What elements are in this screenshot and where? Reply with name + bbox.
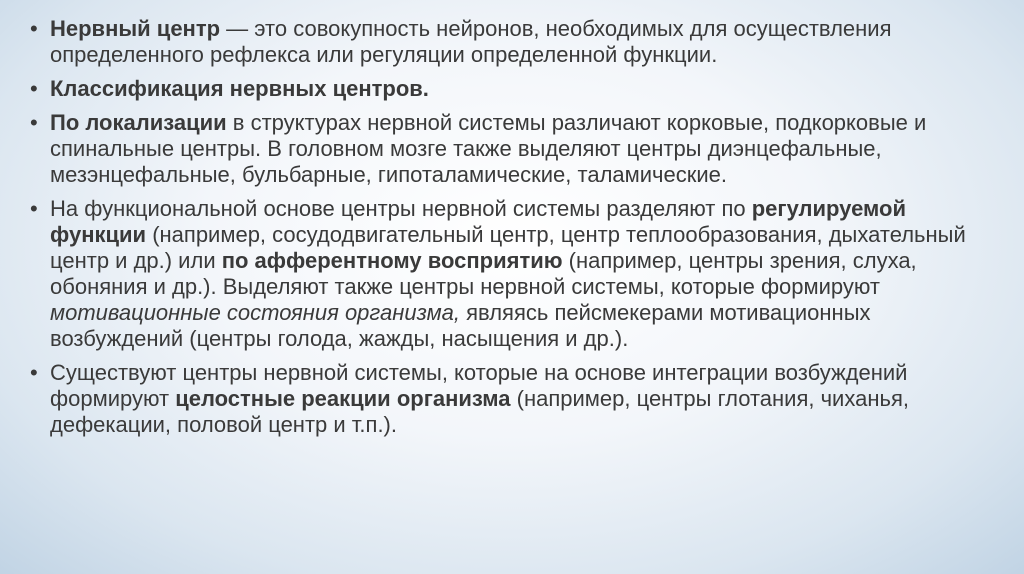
classification-heading: Классификация нервных центров. [50,76,429,101]
term-motivational-states: мотивационные состояния организма, [50,300,460,325]
bullet-item-integral-reactions [30,360,994,438]
term-localization: По локализации [50,110,227,135]
bullet-icon: • [30,16,38,41]
bullet-icon: • [30,110,38,135]
bullet-item-functional-basis [30,196,994,352]
bullet-item-classification [30,76,994,102]
functional-text-1: На функциональной основе центры нервной системы разделяют по [50,196,752,221]
functional-text-3: (например, центры зрения, слуха, обоняния и др.). Выделяют также центры нервной системы, которые формируют [50,248,917,299]
term-afferent-perception: по афферентному восприятию [221,248,563,273]
integral-text-1: Существуют центры нервной системы, которые на основе интеграции возбуждений формируют [50,360,908,411]
integral-text-2: (например, центры глотания, чиханья, дефекации, половой центр и т.п.). [50,386,909,437]
functional-text-2: (например, сосудодвигательный центр, центр теплообразования, дыхательный центр и др.) или [50,222,966,273]
bullet-icon: • [30,76,38,101]
term-integral-reactions: целостные реакции организма [175,386,511,411]
bullet-item-nerve-center-definition [30,16,994,68]
bullet-icon: • [30,360,38,385]
functional-text-4: являясь пейсмекерами мотивационных возбуждений (центры голода, жажды, насыщения и др.). [50,300,871,351]
bullet-list [30,16,994,446]
bullet-item-localization [30,110,994,188]
definition-text: — это совокупность нейронов, необходимых для осуществления определенного рефлекса или регуляции определенной функции. [50,16,892,67]
term-regulated-function: регулируемой функции [50,196,907,247]
term-nerve-center: Нервный центр [50,16,221,41]
bullet-icon: • [30,196,38,221]
localization-text: в структурах нервной системы различают корковые, подкорковые и спинальные центры. В головном мозге также выделяют центры диэнцефальные, мезэнцефальные, бульбарные, гипоталамические, таламические. [50,110,927,187]
